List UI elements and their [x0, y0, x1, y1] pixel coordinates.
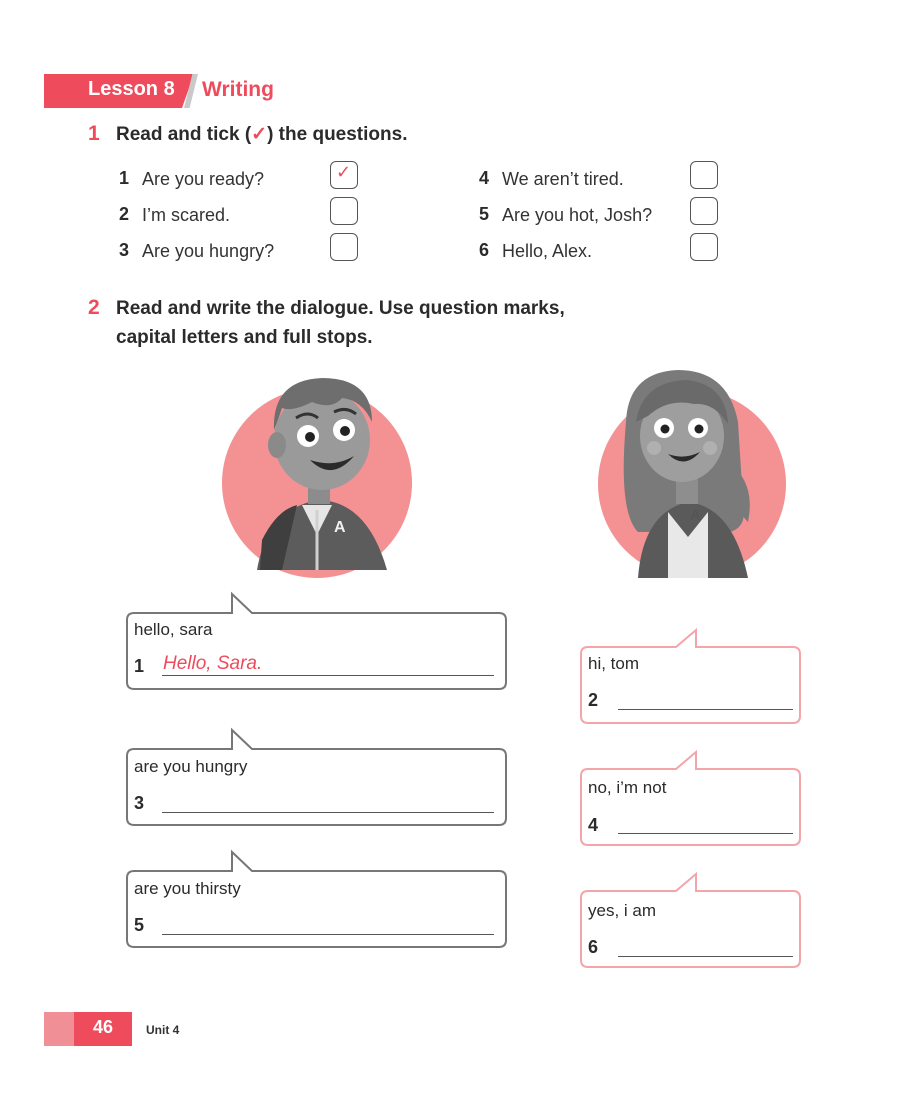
- answer-line[interactable]: [618, 956, 793, 957]
- item-text: I’m scared.: [142, 205, 231, 225]
- lesson-title: Writing: [202, 78, 274, 101]
- tick-box[interactable]: [330, 161, 358, 189]
- speech-bubble: [126, 592, 508, 692]
- bubble-number: 5: [134, 915, 145, 935]
- item-text: Hello, Alex.: [502, 241, 593, 261]
- item-text: We aren’t tired.: [502, 169, 624, 189]
- exercise-1-instruction: Read and tick (✓) the questions.: [116, 124, 408, 145]
- tick-box[interactable]: [690, 197, 718, 225]
- tick-box[interactable]: [690, 161, 718, 189]
- answer-example: Hello, Sara.: [163, 653, 263, 674]
- speech-bubble: [126, 728, 508, 828]
- bubble-prompt: hello, sara: [134, 620, 213, 639]
- exercise-2-number: 2: [88, 296, 100, 319]
- jacket-badge: A: [690, 507, 701, 524]
- answer-line[interactable]: [618, 709, 793, 710]
- answer-line[interactable]: [162, 812, 494, 813]
- exercise-2-instruction-line-2: capital letters and full stops.: [116, 327, 373, 348]
- unit-label: Unit 4: [146, 1023, 180, 1037]
- lesson-label: Lesson 8: [88, 78, 175, 100]
- item-text: Are you hot, Josh?: [502, 205, 653, 225]
- tick-box[interactable]: [330, 233, 358, 261]
- item-number: 3: [119, 240, 130, 260]
- boy-avatar-illustration: [222, 360, 422, 580]
- bubble-prompt: yes, i am: [588, 901, 657, 920]
- answer-line[interactable]: [618, 833, 793, 834]
- answer-line[interactable]: [162, 675, 494, 676]
- tick-icon: ✓: [251, 124, 268, 145]
- bubble-number: 3: [134, 793, 145, 813]
- item-text: Are you ready?: [142, 169, 265, 189]
- bubble-number: 2: [588, 690, 599, 710]
- bubble-prompt: hi, tom: [588, 654, 640, 673]
- footer-accent-bar: [44, 1012, 74, 1046]
- item-number: 1: [119, 168, 130, 188]
- girl-avatar-illustration: [598, 362, 788, 580]
- bubble-number: 6: [588, 937, 599, 957]
- answer-line[interactable]: [162, 934, 494, 935]
- tick-box[interactable]: [330, 197, 358, 225]
- bubble-prompt: no, i’m not: [588, 778, 667, 797]
- item-text: Are you hungry?: [142, 241, 275, 261]
- bubble-prompt: are you hungry: [134, 757, 248, 776]
- bubble-number: 4: [588, 815, 599, 835]
- bubble-number: 1: [134, 656, 145, 676]
- speech-bubble: [126, 850, 508, 950]
- item-number: 5: [479, 204, 490, 224]
- exercise-2-instruction-line-1: Read and write the dialogue. Use question marks,: [116, 298, 565, 319]
- exercise-1-number: 1: [88, 122, 100, 145]
- page-number: 46: [92, 1017, 114, 1037]
- item-number: 6: [479, 240, 490, 260]
- item-number: 4: [479, 168, 490, 188]
- speech-bubble: [580, 628, 804, 726]
- item-number: 2: [119, 204, 130, 224]
- check-icon: ✓: [336, 162, 352, 183]
- jacket-badge: A: [334, 519, 346, 536]
- tick-box[interactable]: [690, 233, 718, 261]
- bubble-prompt: are you thirsty: [134, 879, 241, 898]
